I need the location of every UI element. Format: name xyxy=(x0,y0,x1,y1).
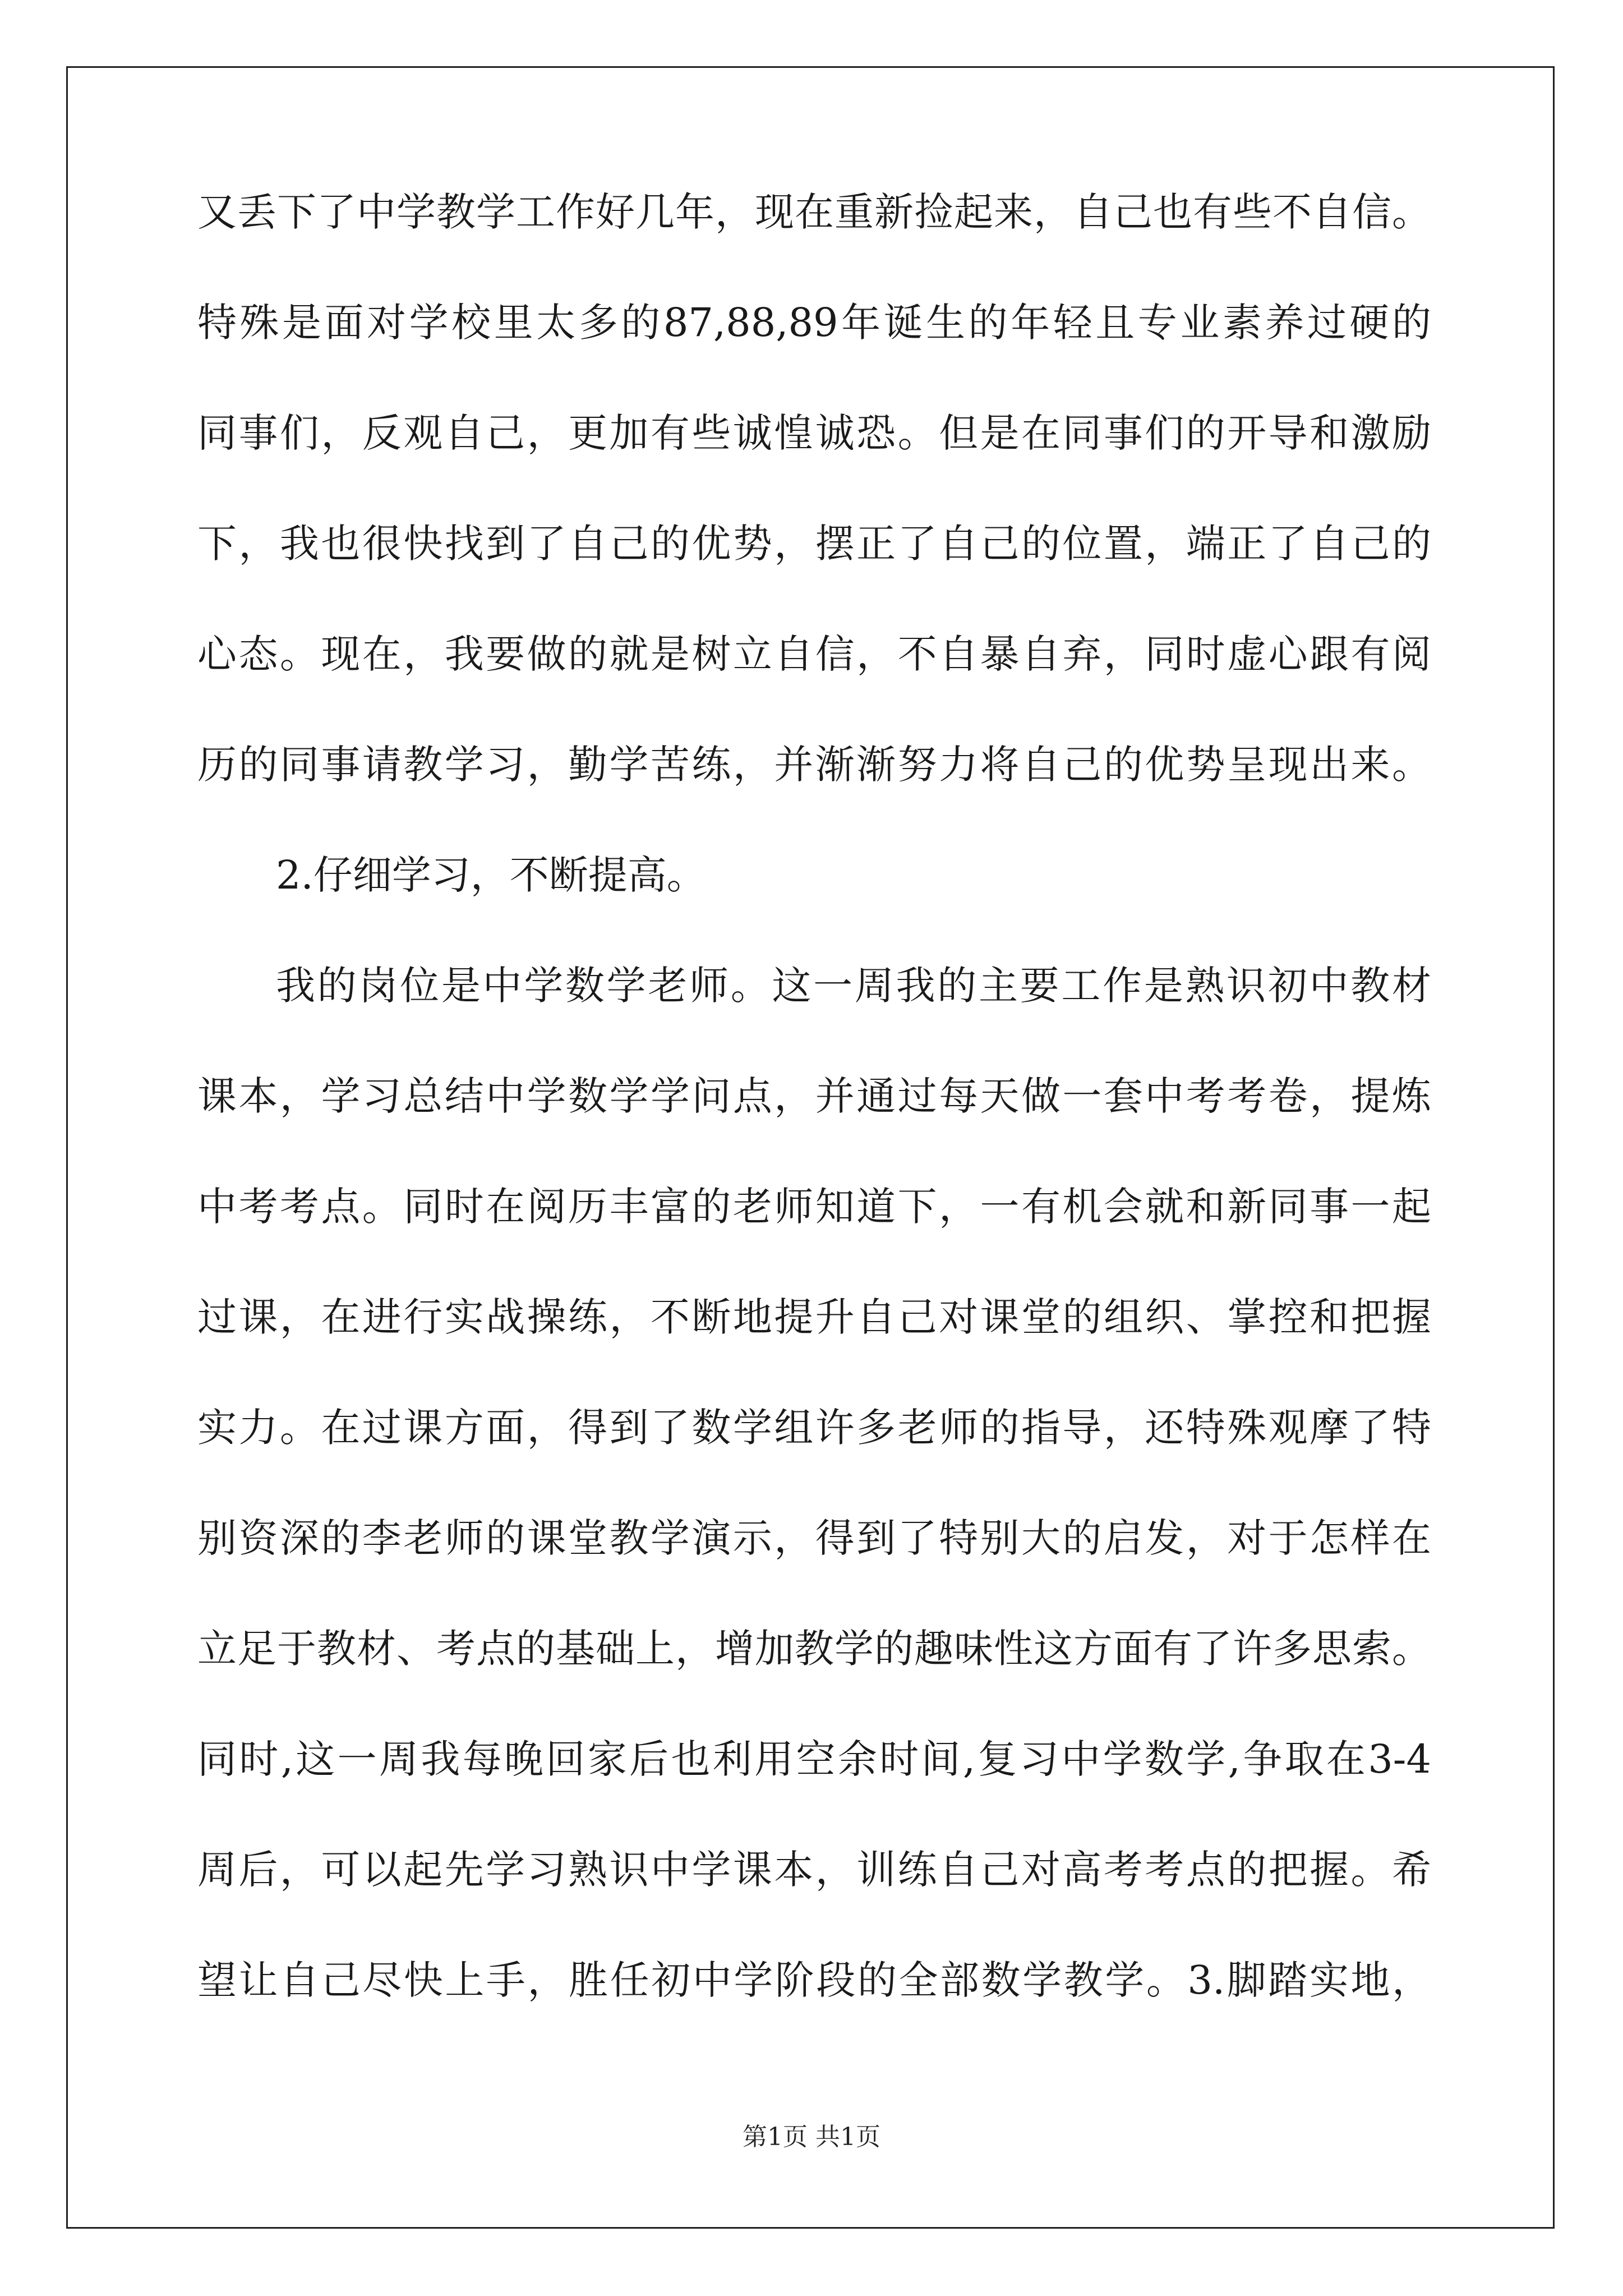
text-line-4: 下，我也很快找到了自己的优势，摆正了自己的位置，端正了自己的 xyxy=(197,521,1431,567)
page-footer: 第1页 共1页 xyxy=(743,2123,880,2151)
text-line-11: 过课，在进行实战操练，不断地提升自己对课堂的组织、掌控和把握 xyxy=(197,1294,1431,1340)
text-line-10: 中考考点。同时在阅历丰富的老师知道下，一有机会就和新同事一起 xyxy=(197,1184,1431,1230)
text-line-2: 特殊是面对学校里太多的87,88,89年诞生的年轻且专业素养过硬的 xyxy=(197,300,1431,346)
section-heading-2: 2.仔细学习，不断提高。 xyxy=(276,852,706,898)
page-border xyxy=(66,66,1555,2229)
text-line-17: 望让自己尽快上手，胜任初中学阶段的全部数学教学。3.脚踏实地， xyxy=(197,1957,1431,2003)
text-line-1: 又丢下了中学教学工作好几年，现在重新捡起来，自己也有些不自信。 xyxy=(197,189,1431,235)
text-line-12: 实力。在过课方面，得到了数学组许多老师的指导，还特殊观摩了特 xyxy=(197,1405,1431,1451)
text-line-3: 同事们，反观自己，更加有些诚惶诚恐。但是在同事们的开导和激励 xyxy=(197,410,1431,456)
text-line-15: 同时,这一周我每晚回家后也利用空余时间,复习中学数学,争取在3-4 xyxy=(197,1736,1431,1782)
text-line-9: 课本，学习总结中学数学学问点，并通过每天做一套中考考卷，提炼 xyxy=(197,1073,1431,1119)
text-line-8: 我的岗位是中学数学老师。这一周我的主要工作是熟识初中教材 xyxy=(276,963,1431,1009)
text-line-16: 周后，可以起先学习熟识中学课本，训练自己对高考考点的把握。希 xyxy=(197,1847,1431,1893)
text-line-13: 别资深的李老师的课堂教学演示，得到了特别大的启发，对于怎样在 xyxy=(197,1515,1431,1561)
text-line-5: 心态。现在，我要做的就是树立自信，不自暴自弃，同时虚心跟有阅 xyxy=(197,631,1431,677)
text-line-14: 立足于教材、考点的基础上，增加教学的趣味性这方面有了许多思索。 xyxy=(197,1626,1431,1672)
text-line-6: 历的同事请教学习，勤学苦练，并渐渐努力将自己的优势呈现出来。 xyxy=(197,742,1431,788)
